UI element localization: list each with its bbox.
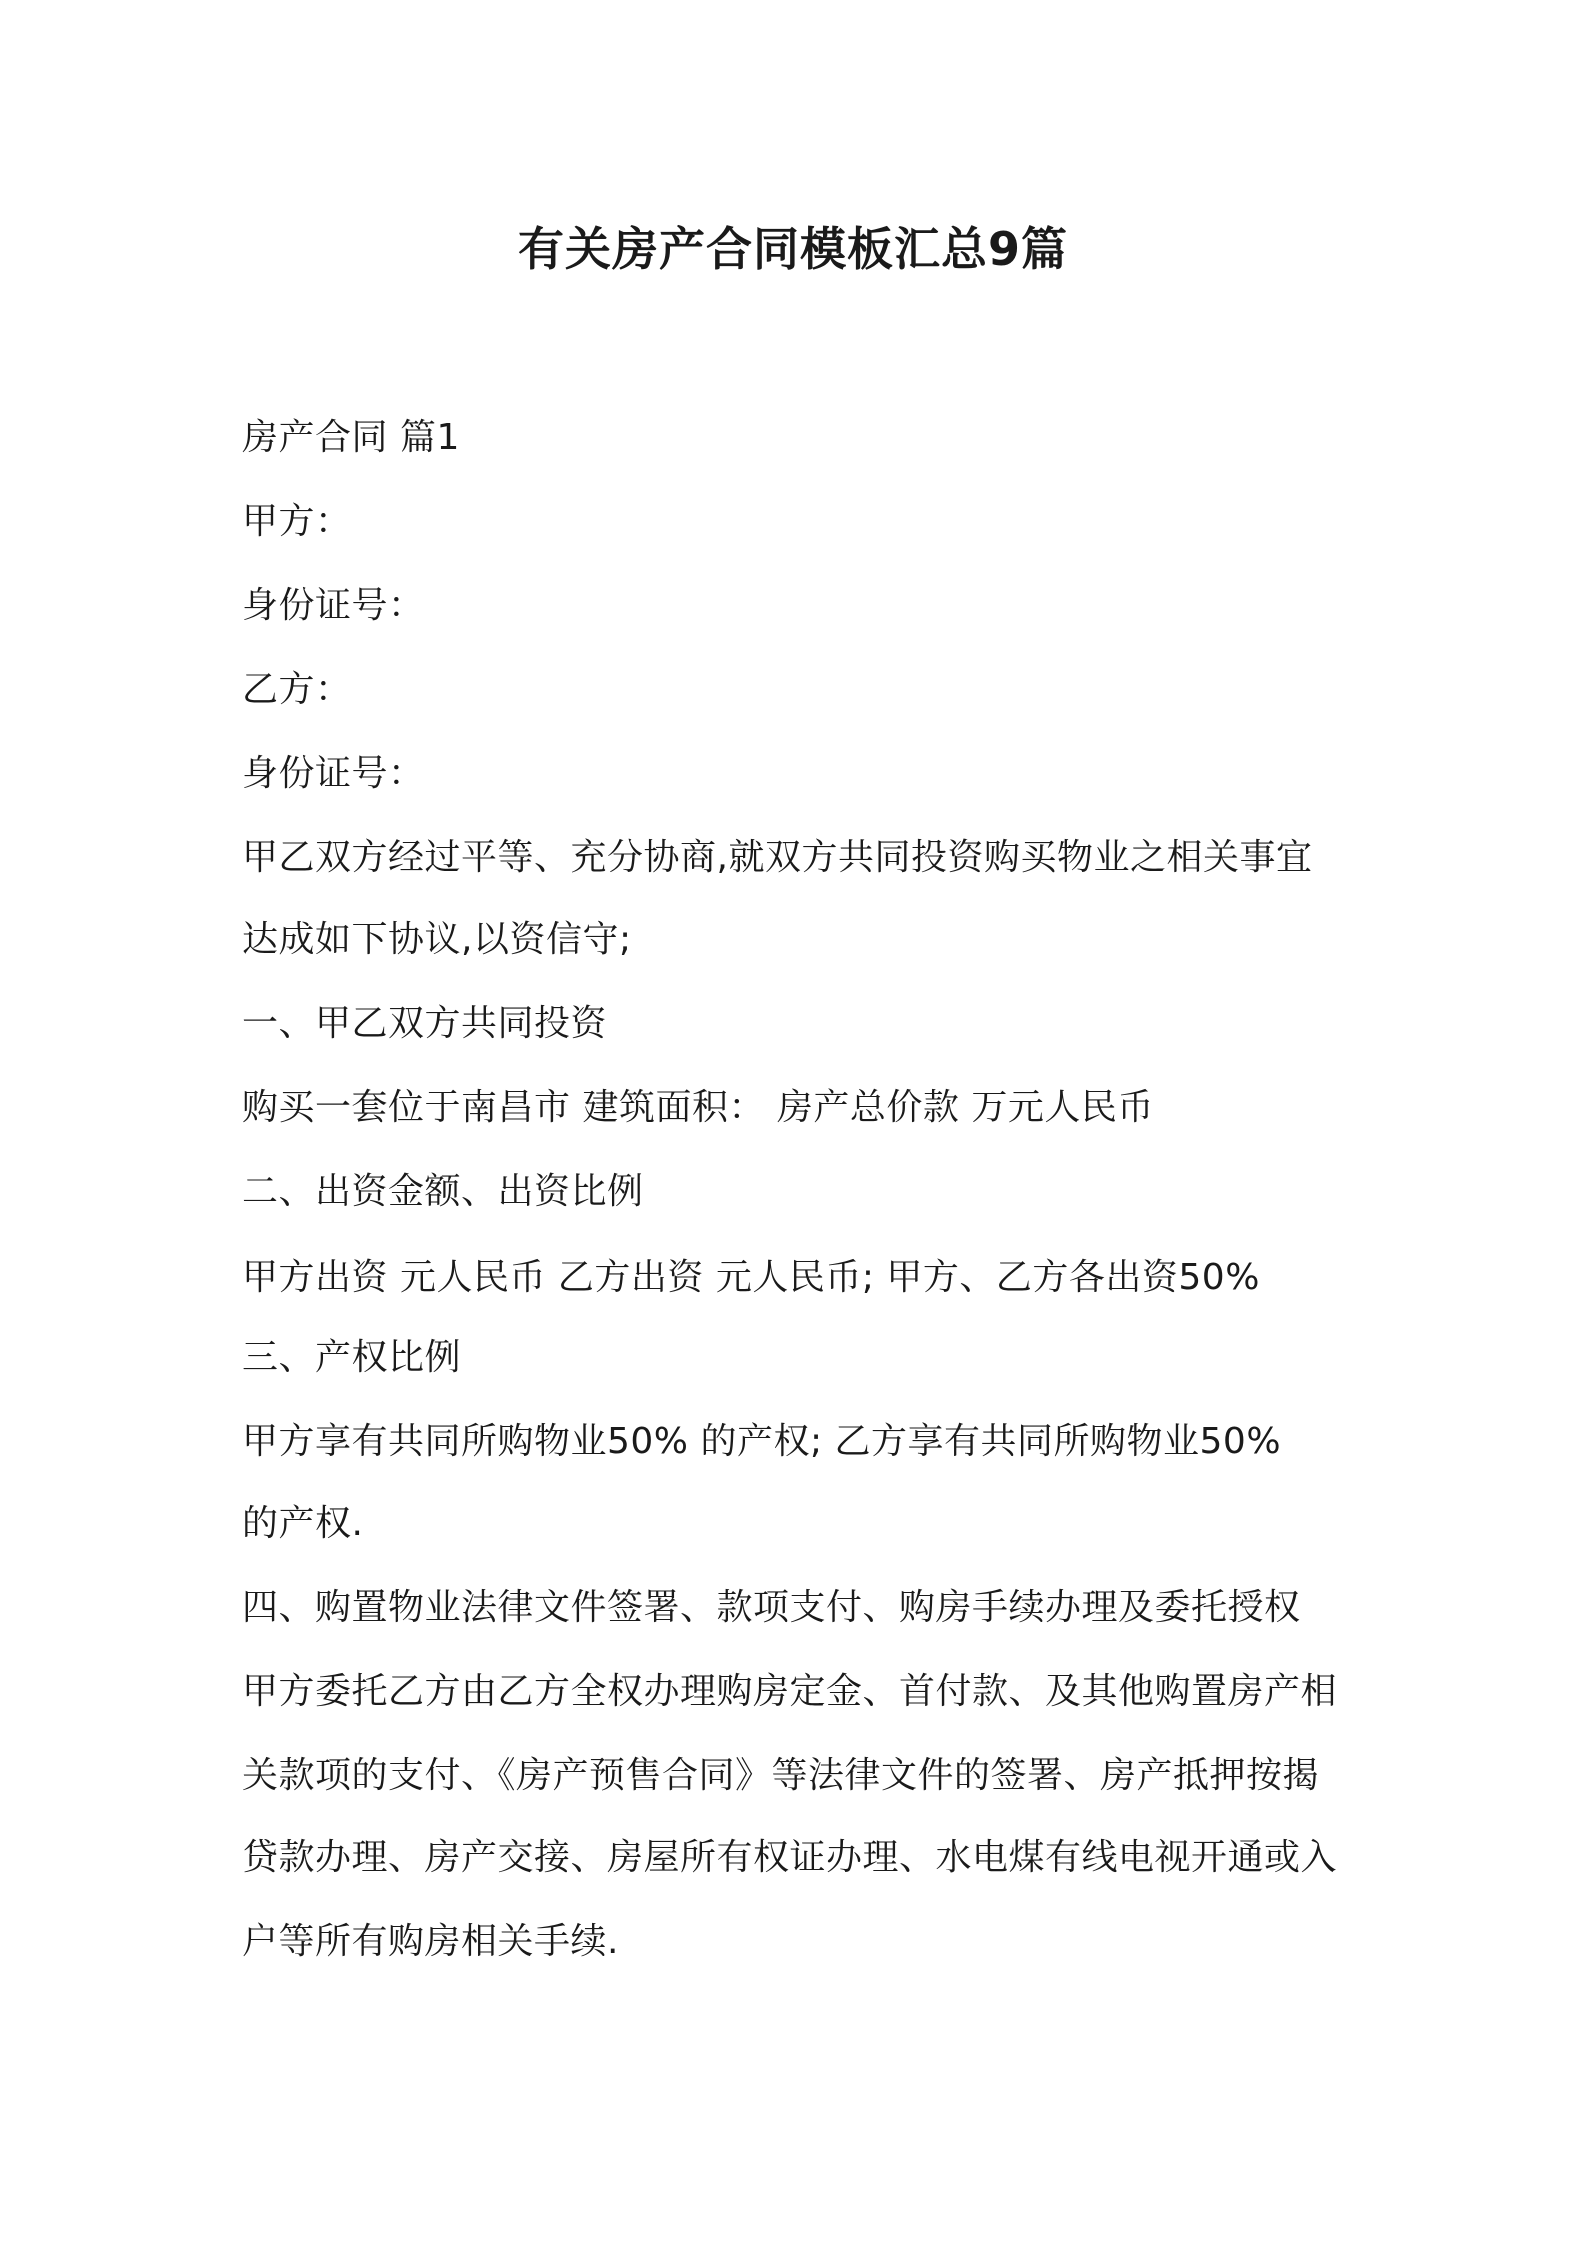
paragraph-line: 甲方委托乙方由乙方全权办理购房定金、首付款、及其他购置房产相 xyxy=(242,1671,1338,1712)
paragraph-line: 甲方出资 元人民币 乙方出资 元人民币; 甲方、乙方各出资50% xyxy=(242,1257,1260,1298)
paragraph-line: 贷款办理、房产交接、房屋所有权证办理、水电煤有线电视开通或入 xyxy=(242,1837,1338,1878)
clause-heading: 二、出资金额、出资比例 xyxy=(242,1171,644,1212)
paragraph-line: 达成如下协议,以资信守; xyxy=(242,919,632,960)
paragraph-line: 关款项的支付、《房产预售合同》等法律文件的签署、房产抵押按揭 xyxy=(242,1755,1320,1796)
document-title: 有关房产合同模板汇总9篇 xyxy=(517,222,1068,276)
party-b-label: 乙方： xyxy=(242,669,352,710)
party-b-id-label: 身份证号： xyxy=(242,753,425,794)
clause-heading: 三、产权比例 xyxy=(242,1337,462,1378)
clause-heading: 一、甲乙双方共同投资 xyxy=(242,1003,608,1044)
party-a-id-label: 身份证号： xyxy=(242,585,425,626)
paragraph-line: 的产权. xyxy=(242,1503,364,1544)
party-a-label: 甲方： xyxy=(242,501,352,542)
paragraph-line: 甲乙双方经过平等、充分协商,就双方共同投资购买物业之相关事宜 xyxy=(242,837,1313,878)
section-heading-contract-1: 房产合同 篇1 xyxy=(242,417,460,458)
paragraph-line: 甲方享有共同所购物业50% 的产权; 乙方享有共同所购物业50% xyxy=(242,1421,1282,1462)
paragraph-line: 户等所有购房相关手续. xyxy=(242,1921,619,1962)
paragraph-line: 购买一套位于南昌市 建筑面积： 房产总价款 万元人民币 xyxy=(242,1087,1154,1128)
clause-heading: 四、购置物业法律文件签署、款项支付、购房手续办理及委托授权 xyxy=(242,1587,1301,1628)
